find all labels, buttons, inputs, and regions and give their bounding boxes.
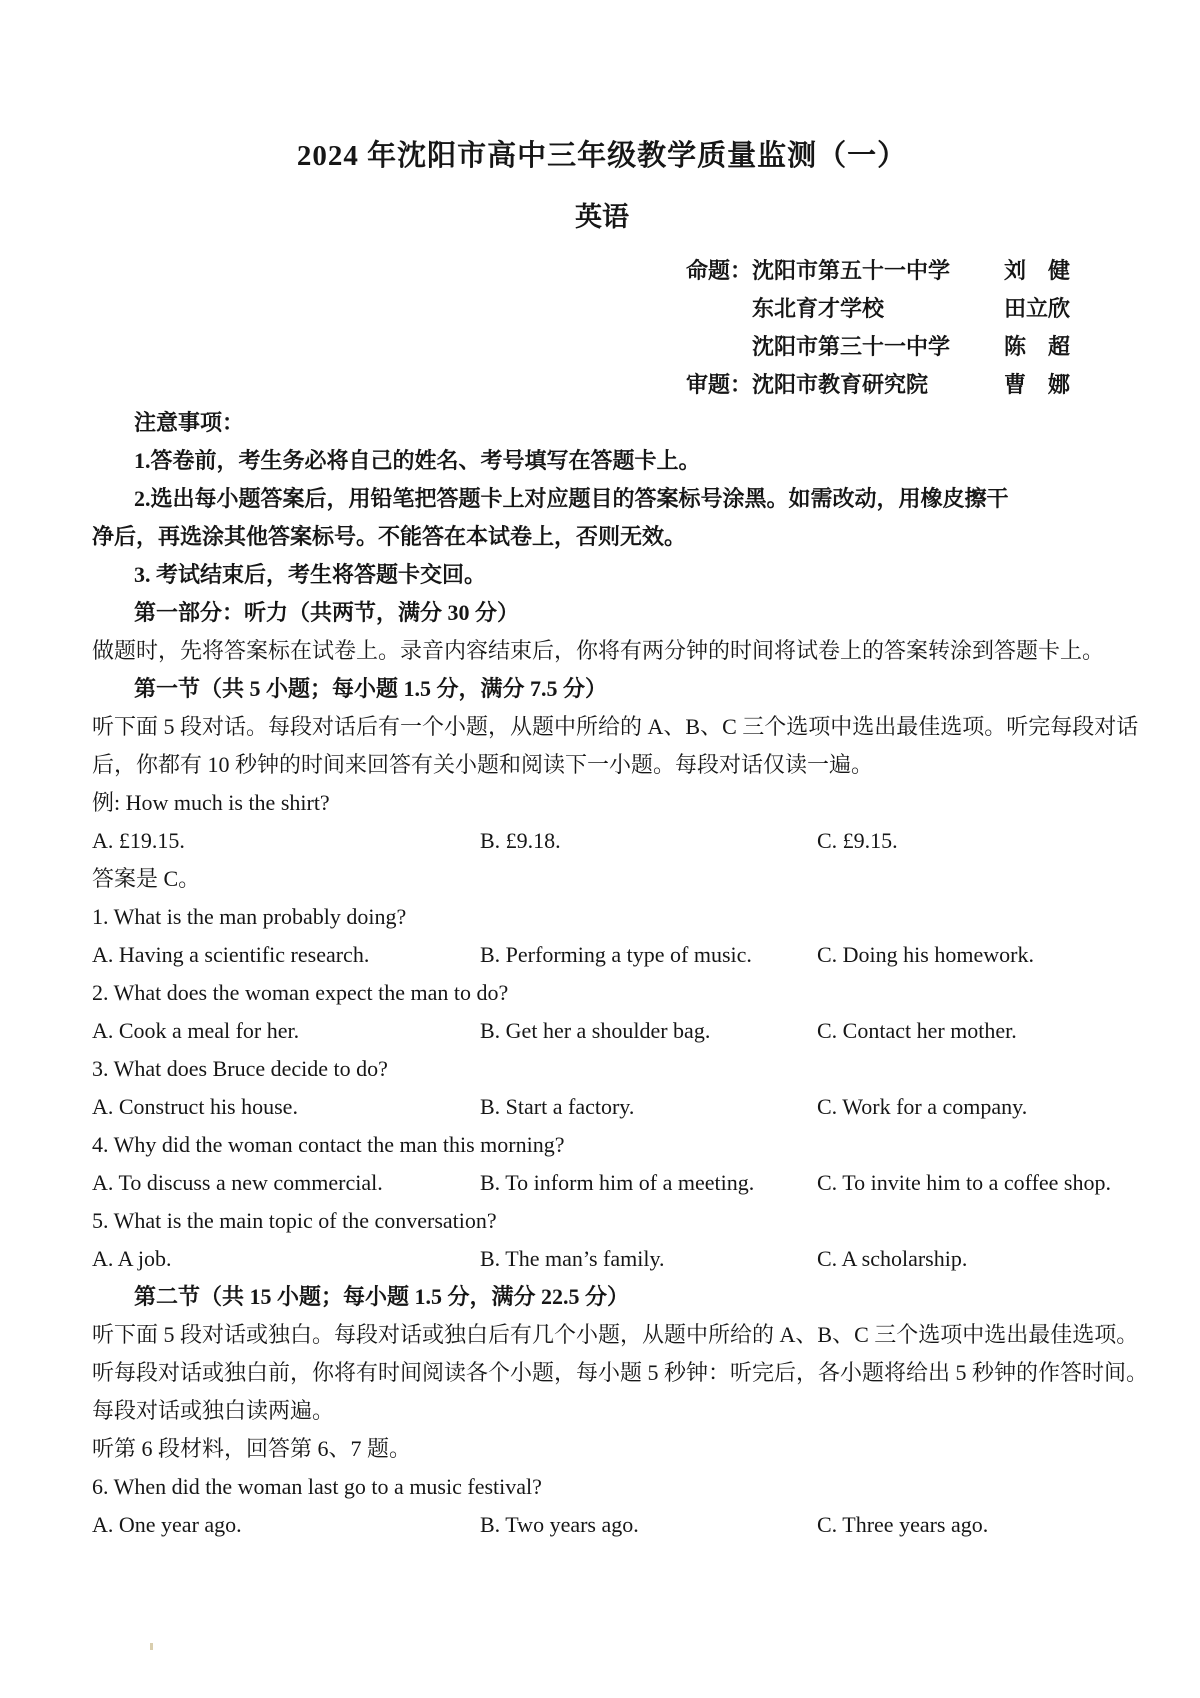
question-6: 6. When did the woman last go to a music festival?	[92, 1474, 542, 1499]
option-a: A. To discuss a new commercial.	[92, 1170, 383, 1195]
credits-role-label	[686, 290, 752, 328]
example-question: 例: How much is the shirt?	[92, 790, 330, 815]
section2-instructions-line-1: 听下面 5 段对话或独白。每段对话或独白后有几个小题，从题中所给的 A、B、C 三个选项中选出最佳选项。	[92, 1322, 1139, 1347]
credits-role-label: 审题：	[686, 372, 753, 397]
question-4: 4. Why did the woman contact the man this morning?	[92, 1132, 565, 1157]
option-b: B. Two years ago.	[480, 1512, 639, 1537]
option-b: B. Get her a shoulder bag.	[480, 1018, 711, 1043]
credits-person: 曹 娜	[1004, 372, 1071, 397]
option-b: B. Start a factory.	[480, 1094, 635, 1119]
option-c: C. Three years ago.	[817, 1512, 989, 1537]
credits-role-label: 命题：	[686, 258, 753, 283]
credits-role-label	[686, 328, 752, 366]
credits-block	[686, 252, 1092, 404]
option-a: A. One year ago.	[92, 1512, 242, 1537]
section2-instructions-line-2: 听每段对话或独白前，你将有时间阅读各个小题，每小题 5 秒钟：听完后，各小题将给出 5 秒钟的作答时间。	[92, 1360, 1149, 1385]
question-5: 5. What is the main topic of the conversation?	[92, 1208, 497, 1233]
credits-org: 沈阳市第五十一中学	[752, 258, 951, 283]
question-6-options-row	[92, 1506, 1112, 1544]
question-1: 1. What is the man probably doing?	[92, 904, 407, 929]
option-c: C. Work for a company.	[817, 1094, 1028, 1119]
question-3: 3. What does Bruce decide to do?	[92, 1056, 388, 1081]
option-a: A. Cook a meal for her.	[92, 1018, 300, 1043]
section2-material-note: 听第 6 段材料，回答第 6、7 题。	[92, 1436, 412, 1461]
notice-item-2-line-1: 2.选出每小题答案后，用铅笔把答题卡上对应题目的答案标号涂黑。如需改动，用橡皮擦干	[134, 486, 1009, 511]
question-1-options-row	[92, 936, 1112, 974]
credits-org: 东北育才学校	[752, 296, 885, 321]
option-b: B. To inform him of a meeting.	[480, 1170, 755, 1195]
section2-heading: 第二节（共 15 小题；每小题 1.5 分，满分 22.5 分）	[134, 1284, 630, 1309]
credits-row	[686, 366, 1092, 404]
option-c: C. To invite him to a coffee shop.	[817, 1170, 1111, 1195]
question-3-options-row	[92, 1088, 1112, 1126]
credits-org: 沈阳市教育研究院	[752, 372, 929, 397]
option-a: A. A job.	[92, 1246, 172, 1271]
option-b: B. Performing a type of music.	[480, 942, 752, 967]
option-c: C. A scholarship.	[817, 1246, 968, 1271]
option-c: C. £9.15.	[817, 828, 898, 853]
option-a: A. £19.15.	[92, 828, 185, 853]
option-c: C. Contact her mother.	[817, 1018, 1017, 1043]
option-b: B. £9.18.	[480, 828, 561, 853]
credits-row	[686, 328, 1092, 366]
option-b: B. The man’s family.	[480, 1246, 665, 1271]
section2-instructions-line-3: 每段对话或独白读两遍。	[92, 1398, 335, 1423]
option-a: A. Having a scientific research.	[92, 942, 370, 967]
example-options-row	[92, 822, 1112, 860]
credits-person: 陈 超	[1004, 334, 1071, 359]
question-2: 2. What does the woman expect the man to do?	[92, 980, 509, 1005]
credits-row	[686, 252, 1092, 290]
scan-artifact-dot	[150, 1643, 153, 1650]
part1-heading: 第一部分：听力（共两节，满分 30 分）	[134, 600, 520, 625]
page-title: 2024 年沈阳市高中三年级教学质量监测（一）	[296, 140, 908, 172]
credits-person: 田立欣	[1004, 296, 1071, 321]
notice-heading: 注意事项：	[134, 410, 245, 435]
notice-item-2-line-2: 净后，再选涂其他答案标号。不能答在本试卷上，否则无效。	[92, 524, 687, 549]
part1-intro: 做题时，先将答案标在试卷上。录音内容结束后，你将有两分钟的时间将试卷上的答案转涂到答题卡上。	[92, 638, 1105, 663]
section1-instructions-line-1: 听下面 5 段对话。每段对话后有一个小题，从题中所给的 A、B、C 三个选项中选出最佳选项。听完每段对话	[92, 714, 1139, 739]
question-4-options-row	[92, 1164, 1112, 1202]
question-2-options-row	[92, 1012, 1112, 1050]
section1-heading: 第一节（共 5 小题；每小题 1.5 分，满分 7.5 分）	[134, 676, 608, 701]
option-a: A. Construct his house.	[92, 1094, 298, 1119]
credits-person: 刘 健	[1004, 258, 1071, 283]
notice-item-3: 3. 考试结束后，考生将答题卡交回。	[134, 562, 487, 587]
page-subject: 英语	[575, 202, 629, 232]
question-5-options-row	[92, 1240, 1112, 1278]
option-c: C. Doing his homework.	[817, 942, 1034, 967]
section1-instructions-line-2: 后，你都有 10 秒钟的时间来回答有关小题和阅读下一小题。每段对话仅读一遍。	[92, 752, 874, 777]
notice-item-1: 1.答卷前，考生务必将自己的姓名、考号填写在答题卡上。	[134, 448, 701, 473]
credits-org: 沈阳市第三十一中学	[752, 334, 951, 359]
credits-row	[686, 290, 1092, 328]
example-answer-note: 答案是 C。	[92, 866, 201, 891]
